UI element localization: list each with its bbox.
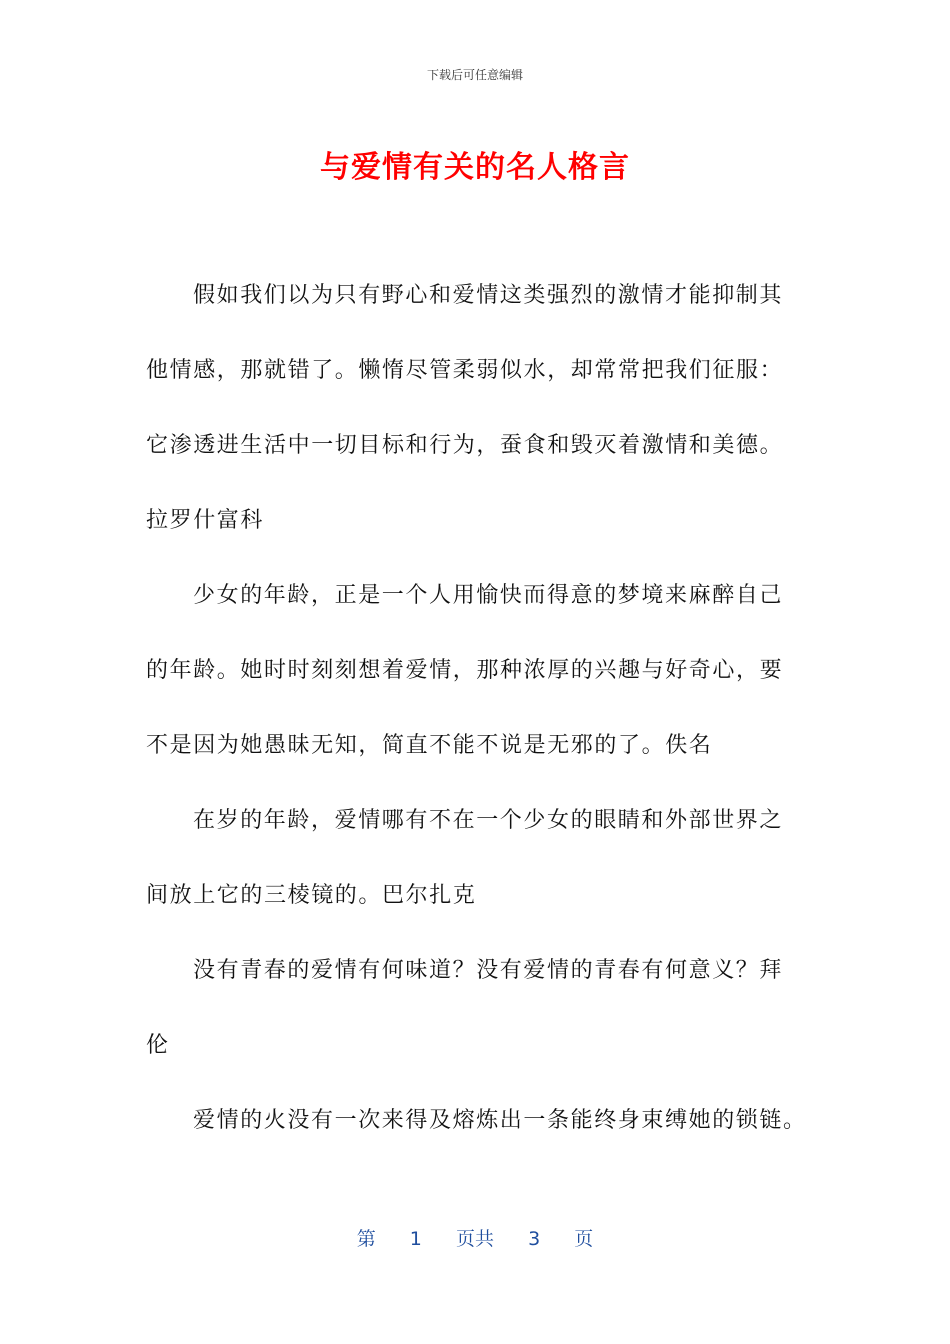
page-footer — [0, 1224, 950, 1251]
footer-page-prefix: 第 — [356, 1228, 376, 1250]
body-line: 的年龄。她时时刻刻想着爱情，那种浓厚的兴趣与好奇心，要 — [146, 658, 784, 683]
body-line: 爱情的火没有一次来得及熔炼出一条能终身束缚她的锁链。 — [193, 1108, 807, 1133]
document-title: 与爱情有关的名人格言 — [320, 150, 630, 185]
body-line: 伦 — [146, 1033, 170, 1058]
body-line: 假如我们以为只有野心和爱情这类强烈的激情才能抑制其 — [193, 283, 784, 308]
footer-current-page: 1 — [409, 1228, 422, 1250]
footer-page-suffix: 页 — [574, 1228, 594, 1250]
page-header-note: 下载后可任意编辑 — [426, 68, 523, 82]
footer-total-pages: 3 — [528, 1228, 541, 1250]
body-line: 不是因为她愚昧无知，简直不能不说是无邪的了。佚名 — [146, 733, 713, 758]
body-line: 拉罗什富科 — [146, 508, 265, 533]
body-line: 间放上它的三棱镜的。巴尔扎克 — [146, 883, 477, 908]
body-line: 没有青春的爱情有何味道？没有爱情的青春有何意义？拜 — [193, 958, 784, 983]
footer-page-mid: 页共 — [455, 1228, 494, 1250]
body-line: 它渗透进生活中一切目标和行为，蚕食和毁灭着激情和美德。 — [146, 433, 784, 458]
body-line: 在岁的年龄，爱情哪有不在一个少女的眼睛和外部世界之 — [193, 808, 784, 833]
document-body — [146, 258, 806, 1158]
body-line: 他情感，那就错了。懒惰尽管柔弱似水，却常常把我们征服： — [146, 358, 784, 383]
body-line: 少女的年龄，正是一个人用愉快而得意的梦境来麻醉自己 — [193, 583, 784, 608]
